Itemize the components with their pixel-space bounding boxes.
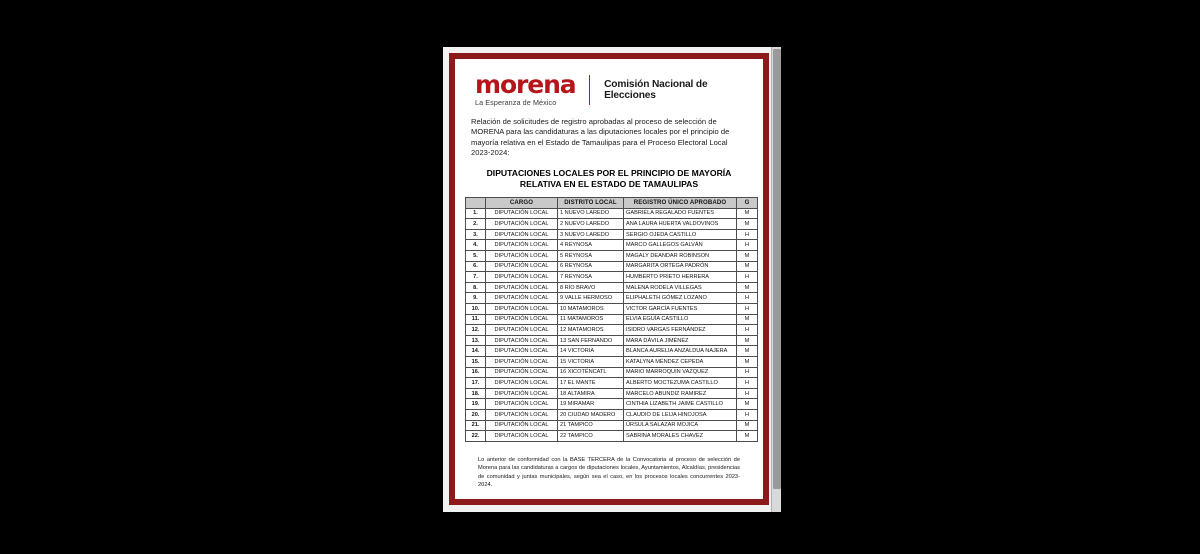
cell-index: 21.: [466, 420, 486, 431]
table-row: [466, 399, 758, 410]
cell-cargo: DIPUTACIÓN LOCAL: [486, 346, 558, 357]
cell-cargo: DIPUTACIÓN LOCAL: [486, 431, 558, 442]
cell-genero: M: [737, 335, 758, 346]
letterhead-divider: [589, 75, 590, 105]
cell-registro: ELIPHALETH GÓMEZ LOZANO: [624, 293, 737, 304]
table-header: [466, 197, 758, 208]
table-row: [466, 240, 758, 251]
cell-cargo: DIPUTACIÓN LOCAL: [486, 388, 558, 399]
column-header-index: [466, 197, 486, 208]
table-row: [466, 409, 758, 420]
cell-registro: MARIO MARROQUIN VAZQUEZ: [624, 367, 737, 378]
vertical-scrollbar[interactable]: [771, 47, 781, 512]
cell-genero: H: [737, 388, 758, 399]
cell-registro: ANA LAURA HUERTA VALDOVINOS: [624, 219, 737, 230]
cell-registro: ELVIA EGUÍA CASTILLO: [624, 314, 737, 325]
table-row: [466, 431, 758, 442]
table-row: [466, 314, 758, 325]
cell-index: 18.: [466, 388, 486, 399]
cell-cargo: DIPUTACIÓN LOCAL: [486, 314, 558, 325]
cell-distrito: 11 MATAMOROS: [558, 314, 624, 325]
document-page: [449, 53, 769, 505]
cell-distrito: 14 VICTORIA: [558, 346, 624, 357]
cell-index: 20.: [466, 409, 486, 420]
cell-registro: CINTHIA LIZABETH JAIME CASTILLO: [624, 399, 737, 410]
cell-registro: ÚRSULA SALAZAR MOJICA: [624, 420, 737, 431]
cell-cargo: DIPUTACIÓN LOCAL: [486, 208, 558, 219]
cell-index: 7.: [466, 272, 486, 283]
cell-registro: SERGIO OJEDA CASTILLO: [624, 229, 737, 240]
cell-genero: H: [737, 272, 758, 283]
table-row: [466, 420, 758, 431]
cell-registro: MALENA RODELA VILLEGAS: [624, 282, 737, 293]
cell-index: 2.: [466, 219, 486, 230]
cell-distrito: 8 RÍO BRAVO: [558, 282, 624, 293]
cell-registro: MAGALY DEANDAR ROBINSON: [624, 251, 737, 262]
cell-cargo: DIPUTACIÓN LOCAL: [486, 219, 558, 230]
cell-index: 17.: [466, 378, 486, 389]
table-row: [466, 251, 758, 262]
cell-genero: M: [737, 261, 758, 272]
section-title: DIPUTACIONES LOCALES POR EL PRINCIPIO DE MAYORÍA RELATIVA EN EL ESTADO DE TAMAULIPAS: [486, 167, 732, 189]
table-row: [466, 261, 758, 272]
cell-distrito: 19 MIRAMAR: [558, 399, 624, 410]
cell-genero: H: [737, 325, 758, 336]
cell-index: 22.: [466, 431, 486, 442]
cell-genero: M: [737, 399, 758, 410]
cell-genero: H: [737, 378, 758, 389]
cell-index: 6.: [466, 261, 486, 272]
cell-distrito: 2 NUEVO LAREDO: [558, 219, 624, 230]
cell-distrito: 18 ALTAMIRA: [558, 388, 624, 399]
cell-cargo: DIPUTACIÓN LOCAL: [486, 399, 558, 410]
cell-distrito: 16 XICOTÉNCATL: [558, 367, 624, 378]
cell-cargo: DIPUTACIÓN LOCAL: [486, 251, 558, 262]
cell-genero: H: [737, 293, 758, 304]
scrollbar-thumb[interactable]: [773, 49, 781, 489]
cell-distrito: 22 TAMPICO: [558, 431, 624, 442]
cell-distrito: 1 NUEVO LAREDO: [558, 208, 624, 219]
table-row: [466, 346, 758, 357]
cell-genero: M: [737, 208, 758, 219]
cell-genero: M: [737, 431, 758, 442]
cell-cargo: DIPUTACIÓN LOCAL: [486, 282, 558, 293]
table-row: [466, 367, 758, 378]
cell-registro: KATALYNA MÉNDEZ CEPEDA: [624, 356, 737, 367]
cell-cargo: DIPUTACIÓN LOCAL: [486, 335, 558, 346]
cell-genero: M: [737, 282, 758, 293]
column-header-genero: G: [737, 197, 758, 208]
cell-registro: HUMBERTO PRIETO HERRERA: [624, 272, 737, 283]
cell-distrito: 6 REYNOSA: [558, 261, 624, 272]
morena-wordmark: morena: [475, 70, 576, 99]
column-header-cargo: CARGO: [486, 197, 558, 208]
cell-index: 5.: [466, 251, 486, 262]
cell-registro: VICTOR GARCÍA FUENTES: [624, 303, 737, 314]
cell-registro: CLAUDIO DE LEIJA HINOJOSA: [624, 409, 737, 420]
cell-index: 15.: [466, 356, 486, 367]
table-row: [466, 208, 758, 219]
cell-registro: GABRIELA REGALADO FUENTES: [624, 208, 737, 219]
cell-index: 16.: [466, 367, 486, 378]
cell-registro: BLANCA AURELIA ANZALDUA NAJERA: [624, 346, 737, 357]
cell-cargo: DIPUTACIÓN LOCAL: [486, 229, 558, 240]
table-row: [466, 293, 758, 304]
table-row: [466, 335, 758, 346]
cell-cargo: DIPUTACIÓN LOCAL: [486, 420, 558, 431]
cell-registro: MARCO GALLEGOS GALVÁN: [624, 240, 737, 251]
cell-registro: SABRINA MORALES CHAVEZ: [624, 431, 737, 442]
cell-genero: M: [737, 420, 758, 431]
table-row: [466, 272, 758, 283]
cell-distrito: 9 VALLE HERMOSO: [558, 293, 624, 304]
table-header-row: [466, 197, 758, 208]
cell-distrito: 7 REYNOSA: [558, 272, 624, 283]
cell-genero: M: [737, 314, 758, 325]
approved-registrations-table: [465, 197, 758, 442]
cell-cargo: DIPUTACIÓN LOCAL: [486, 240, 558, 251]
cell-index: 19.: [466, 399, 486, 410]
table-row: [466, 229, 758, 240]
table-row: [466, 219, 758, 230]
cell-distrito: 12 MATAMOROS: [558, 325, 624, 336]
intro-paragraph: Relación de solicitudes de registro aprobadas al proceso de selección de MORENA para las candidaturas a las diputaciones locales por el principio de mayoría relativa en el Estado de Tamaulipas para el Proceso Electoral Local 2023-2024:: [471, 117, 730, 158]
column-header-distrito: DISTRITO LOCAL: [558, 197, 624, 208]
cell-genero: H: [737, 240, 758, 251]
cell-distrito: 5 REYNOSA: [558, 251, 624, 262]
morena-tagline: La Esperanza de México: [475, 98, 557, 107]
cell-cargo: DIPUTACIÓN LOCAL: [486, 356, 558, 367]
cell-registro: ALBERTO MOCTEZUMA CASTILLO: [624, 378, 737, 389]
table-row: [466, 303, 758, 314]
cell-genero: M: [737, 346, 758, 357]
morena-logo: [467, 70, 581, 107]
cell-cargo: DIPUTACIÓN LOCAL: [486, 325, 558, 336]
cell-genero: M: [737, 356, 758, 367]
cell-registro: ISIDRO VARGAS FERNÁNDEZ: [624, 325, 737, 336]
cell-distrito: 3 NUEVO LAREDO: [558, 229, 624, 240]
cell-cargo: DIPUTACIÓN LOCAL: [486, 378, 558, 389]
cell-distrito: 10 MATAMOROS: [558, 303, 624, 314]
cell-genero: H: [737, 409, 758, 420]
table-row: [466, 325, 758, 336]
footnote-paragraph: Lo anterior de conformidad con la BASE TERCERA de la Convocatoria al proceso de selección de Morena para las candidaturas a cargos de diputaciones locales, Ayuntamientos, Alcaldías, presidencias de comunidad y juntas municipales, según sea el caso, en los procesos locales concurrentes 2023-2024.: [478, 456, 740, 488]
cell-cargo: DIPUTACIÓN LOCAL: [486, 272, 558, 283]
table-row: [466, 356, 758, 367]
cell-index: 3.: [466, 229, 486, 240]
table-body: [466, 208, 758, 441]
cell-index: 9.: [466, 293, 486, 304]
cell-distrito: 20 CIUDAD MADERO: [558, 409, 624, 420]
cell-distrito: 4 REYNOSA: [558, 240, 624, 251]
cell-index: 4.: [466, 240, 486, 251]
commission-title: Comisión Nacional de Elecciones: [604, 79, 708, 101]
cell-index: 14.: [466, 346, 486, 357]
cell-registro: MARCELO ABUNDIZ RAMIREZ: [624, 388, 737, 399]
cell-distrito: 21 TAMPICO: [558, 420, 624, 431]
cell-genero: H: [737, 229, 758, 240]
cell-cargo: DIPUTACIÓN LOCAL: [486, 303, 558, 314]
cell-genero: M: [737, 219, 758, 230]
cell-distrito: 13 SAN FERNANDO: [558, 335, 624, 346]
cell-genero: H: [737, 367, 758, 378]
table-row: [466, 378, 758, 389]
cell-genero: H: [737, 303, 758, 314]
cell-index: 12.: [466, 325, 486, 336]
cell-index: 13.: [466, 335, 486, 346]
cell-cargo: DIPUTACIÓN LOCAL: [486, 367, 558, 378]
cell-cargo: DIPUTACIÓN LOCAL: [486, 293, 558, 304]
cell-genero: M: [737, 251, 758, 262]
cell-registro: MARA DÁVILA JIMÉNEZ: [624, 335, 737, 346]
cell-cargo: DIPUTACIÓN LOCAL: [486, 409, 558, 420]
cell-index: 8.: [466, 282, 486, 293]
column-header-registro: REGISTRO ÚNICO APROBADO: [624, 197, 737, 208]
table-row: [466, 282, 758, 293]
cell-distrito: 17 EL MANTE: [558, 378, 624, 389]
cell-index: 10.: [466, 303, 486, 314]
cell-index: 1.: [466, 208, 486, 219]
cell-index: 11.: [466, 314, 486, 325]
cell-registro: MARGARITA ORTEGA PADRÓN: [624, 261, 737, 272]
cell-distrito: 15 VICTORIA: [558, 356, 624, 367]
table-row: [466, 388, 758, 399]
cell-cargo: DIPUTACIÓN LOCAL: [486, 261, 558, 272]
letterhead: [465, 67, 753, 115]
